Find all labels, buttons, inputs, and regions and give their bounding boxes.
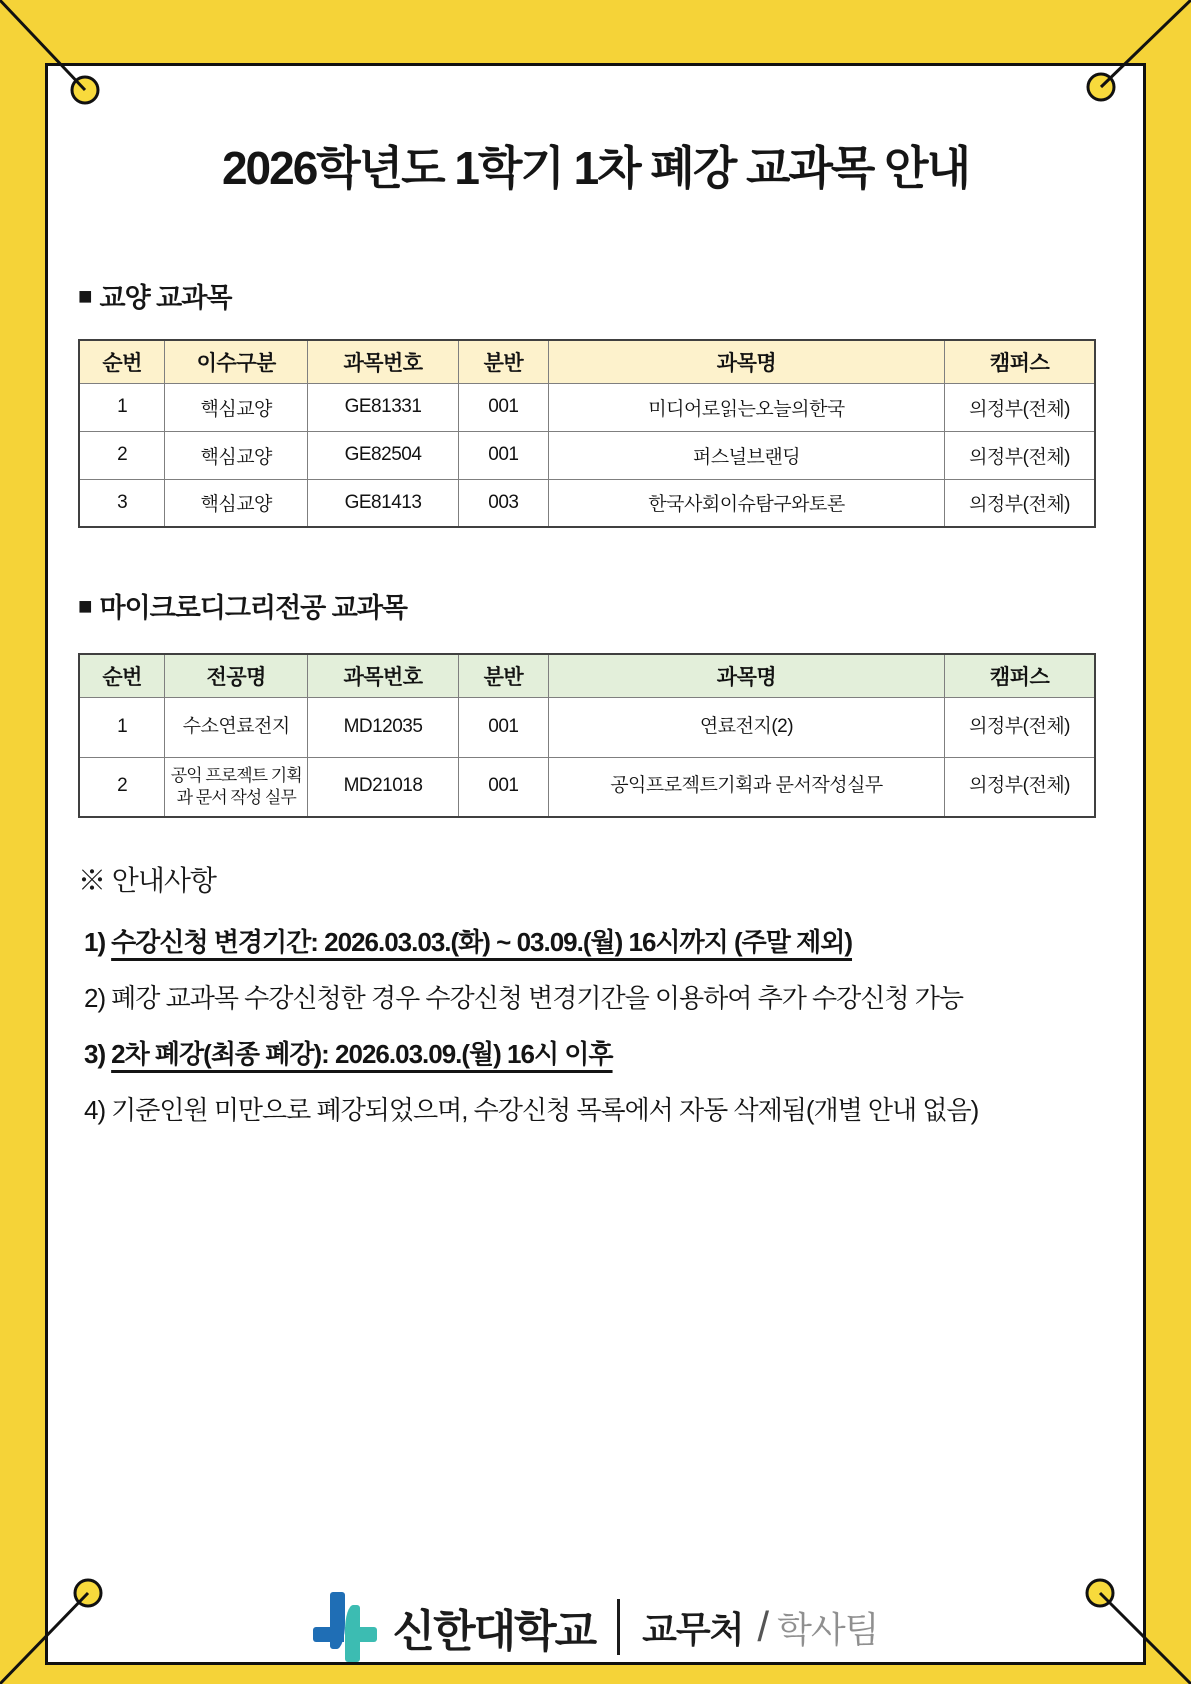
table-row	[79, 757, 1095, 817]
notice-number: 1)	[84, 927, 106, 957]
notice-item-4	[84, 1090, 978, 1127]
table-cell: 퍼스널브랜딩	[548, 431, 944, 479]
notice-text: 2차 폐강(최종 폐강): 2026.03.09.(월) 16시 이후	[111, 1039, 613, 1069]
square-bullet-icon: ■	[78, 282, 92, 310]
table-row	[79, 431, 1095, 479]
notice-text: 기준인원 미만으로 폐강되었으며, 수강신청 목록에서 자동 삭제됨(개별 안내 없음)	[111, 1095, 979, 1125]
notice-number: 2)	[84, 983, 106, 1013]
table-cell: 핵심교양	[165, 383, 308, 431]
page-title: 2026학년도 1학기 1차 폐강 교과목 안내	[221, 142, 970, 194]
table-cell: MD21018	[308, 757, 459, 817]
logo-blue-bar	[330, 1592, 345, 1649]
square-bullet-icon: ■	[78, 592, 92, 620]
table-cell: 한국사회이슈탐구와토론	[548, 479, 944, 527]
university-name: 신한대학교	[392, 1607, 596, 1656]
notice-number: 3)	[84, 1039, 106, 1069]
column-header: 순번	[79, 340, 165, 383]
table-cell: 의정부(전체)	[945, 697, 1095, 757]
footer	[48, 1592, 1143, 1662]
table-row	[79, 697, 1095, 757]
column-header: 전공명	[165, 654, 308, 697]
column-header: 분반	[458, 654, 548, 697]
liberal-courses-table	[78, 339, 1096, 528]
column-header: 캠퍼스	[945, 654, 1095, 697]
table-cell: 공익 프로젝트 기획과 문서 작성 실무	[165, 757, 308, 817]
department-name: 교무처	[642, 1608, 744, 1650]
table-cell: 미디어로읽는오늘의한국	[548, 383, 944, 431]
column-header: 과목명	[548, 654, 944, 697]
team-name: 학사팀	[777, 1608, 879, 1650]
paper	[45, 63, 1146, 1665]
table-cell: 2	[79, 431, 165, 479]
notices-heading: ※ 안내사항	[78, 865, 216, 896]
table-cell: 001	[458, 697, 548, 757]
notice-number: 4)	[84, 1095, 106, 1125]
footer-divider	[617, 1599, 620, 1655]
section-heading-liberal-label: 교양 교과목	[99, 283, 232, 313]
slash-separator: /	[757, 1603, 770, 1650]
notice-text: 수강신청 변경기간: 2026.03.03.(화) ~ 03.09.(월) 16시까지 (주말 제외)	[111, 927, 853, 957]
notice-text: 폐강 교과목 수강신청한 경우 수강신청 변경기간을 이용하여 추가 수강신청 가능	[111, 983, 963, 1013]
table-cell: 공익프로젝트기획과 문서작성실무	[548, 757, 944, 817]
table-cell: 1	[79, 697, 165, 757]
table-cell: 003	[458, 479, 548, 527]
column-header: 이수구분	[165, 340, 308, 383]
section-heading-microdegree-label: 마이크로디그리전공 교과목	[99, 593, 407, 623]
table-cell: GE81331	[308, 383, 459, 431]
microdegree-courses-table	[78, 653, 1096, 818]
table-cell: 2	[79, 757, 165, 817]
table-cell: 의정부(전체)	[945, 479, 1095, 527]
notice-item-2	[84, 978, 963, 1015]
table-cell: 의정부(전체)	[945, 431, 1095, 479]
table-cell: MD12035	[308, 697, 459, 757]
section-heading-liberal	[78, 276, 231, 315]
table-cell: 의정부(전체)	[945, 757, 1095, 817]
table-cell: GE82504	[308, 431, 459, 479]
university-logo-icon	[313, 1592, 377, 1662]
logo-teal-bar	[345, 1605, 360, 1662]
table-cell: 핵심교양	[165, 479, 308, 527]
table-cell: 001	[458, 431, 548, 479]
table-row	[79, 383, 1095, 431]
table-cell: 핵심교양	[165, 431, 308, 479]
column-header: 과목명	[548, 340, 944, 383]
table-cell: 3	[79, 479, 165, 527]
section-heading-microdegree	[78, 586, 407, 625]
notice-item-3	[84, 1034, 613, 1071]
notice-item-1	[84, 922, 852, 959]
table-cell: 의정부(전체)	[945, 383, 1095, 431]
table-cell: 001	[458, 757, 548, 817]
table-header-row	[79, 654, 1095, 697]
column-header: 캠퍼스	[945, 340, 1095, 383]
table-cell: GE81413	[308, 479, 459, 527]
column-header: 순번	[79, 654, 165, 697]
table-cell: 수소연료전지	[165, 697, 308, 757]
table-cell: 1	[79, 383, 165, 431]
table-row	[79, 479, 1095, 527]
column-header: 분반	[458, 340, 548, 383]
table-cell: 연료전지(2)	[548, 697, 944, 757]
table-cell: 001	[458, 383, 548, 431]
column-header: 과목번호	[308, 654, 459, 697]
column-header: 과목번호	[308, 340, 459, 383]
table-header-row	[79, 340, 1095, 383]
